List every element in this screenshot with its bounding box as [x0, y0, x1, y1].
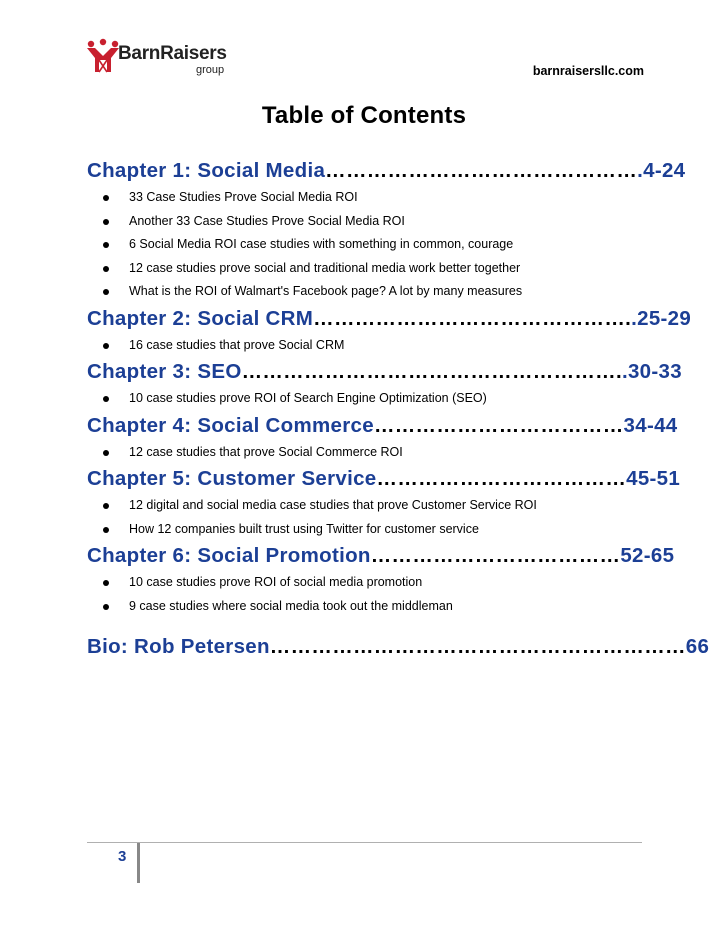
- toc-chapter-1[interactable]: [87, 156, 686, 186]
- toc-chapter-2[interactable]: [87, 304, 692, 334]
- toc-chapter-6[interactable]: [87, 541, 675, 571]
- item-text: 12 case studies prove social and traditional media work better together: [129, 260, 521, 275]
- list-item: [87, 387, 647, 411]
- item-text: What is the ROI of Walmart's Facebook page? A lot by many measures: [129, 284, 523, 298]
- chapter-pages: 34-44: [623, 413, 678, 437]
- bullet-icon: [103, 195, 109, 201]
- page-number: 3: [118, 848, 127, 865]
- leader-dots: ……………………………………….: [313, 306, 632, 330]
- logo-wordmark: BarnRaisers: [118, 43, 227, 64]
- leader-dots: ……………………………………………………: [269, 635, 686, 658]
- item-text: 9 case studies where social media took out the middleman: [129, 598, 453, 613]
- chapter-title: Chapter 5: Customer Service: [87, 467, 377, 490]
- bullet-icon: [103, 242, 109, 248]
- toc-bio[interactable]: [87, 632, 710, 662]
- chapter-3-items: [87, 387, 647, 411]
- list-item: [87, 186, 647, 210]
- chapter-title: Chapter 4: Social Commerce: [87, 413, 374, 437]
- chapter-1-items: [87, 186, 647, 304]
- chapter-title: Chapter 3: SEO: [87, 360, 242, 383]
- bullet-icon: [103, 580, 109, 586]
- barn-raisers-logo-icon: [86, 38, 120, 78]
- leader-dots: ………………………………: [376, 467, 627, 490]
- bullet-icon: [103, 289, 109, 295]
- list-item: [87, 334, 647, 358]
- list-item: [87, 571, 647, 595]
- leader-dots: ……………………………………………….: [241, 360, 622, 383]
- item-text: Another 33 Case Studies Prove Social Media ROI: [129, 213, 405, 228]
- list-item: [87, 257, 647, 281]
- footer-divider: [87, 842, 642, 843]
- item-text: 12 digital and social media case studies that prove Customer Service ROI: [129, 498, 537, 512]
- list-item: [87, 595, 647, 619]
- item-text: 12 case studies that prove Social Commerce ROI: [129, 444, 403, 459]
- bullet-icon: [103, 219, 109, 225]
- website-url[interactable]: barnraisersllc.com: [532, 64, 644, 78]
- list-item: [87, 233, 647, 257]
- chapter-6-items: [87, 571, 647, 618]
- chapter-pages: .4-24: [637, 159, 686, 182]
- footer-vertical-bar: [137, 843, 140, 883]
- toc-chapter-4[interactable]: [87, 411, 678, 441]
- bullet-icon: [103, 343, 109, 349]
- chapter-pages: .30-33: [621, 360, 682, 383]
- bullet-icon: [103, 604, 109, 610]
- bullet-icon: [103, 266, 109, 272]
- item-text: 33 Case Studies Prove Social Media ROI: [129, 190, 358, 204]
- chapter-2-items: [87, 334, 647, 358]
- list-item: [87, 210, 647, 234]
- chapter-title: Chapter 2: Social CRM: [87, 306, 314, 330]
- leader-dots: ………………………………………: [325, 159, 638, 182]
- bullet-icon: [103, 450, 109, 456]
- bullet-icon: [103, 503, 109, 509]
- bio-title: Bio: Rob Petersen: [87, 635, 270, 658]
- item-text: 6 Social Media ROI case studies with something in common, courage: [129, 237, 514, 251]
- chapter-pages: .25-29: [631, 306, 692, 330]
- chapter-title: Chapter 1: Social Media: [87, 159, 326, 182]
- chapter-title: Chapter 6: Social Promotion: [87, 544, 371, 567]
- item-text: How 12 companies built trust using Twitter for customer service: [129, 521, 479, 536]
- chapter-5-items: [87, 494, 647, 541]
- toc-chapter-3[interactable]: [87, 357, 682, 387]
- list-item: [87, 280, 647, 304]
- table-of-contents: [87, 156, 710, 662]
- list-item: [87, 441, 647, 465]
- leader-dots: ………………………………: [373, 413, 624, 437]
- bio-pages: 66: [685, 635, 710, 658]
- chapter-pages: 45-51: [626, 467, 681, 490]
- page-title: Table of Contents: [261, 102, 467, 129]
- item-text: 16 case studies that prove Social CRM: [129, 337, 345, 352]
- list-item: [87, 494, 647, 518]
- logo-subtitle: group: [196, 64, 225, 76]
- item-text: 10 case studies prove ROI of Search Engine Optimization (SEO): [129, 391, 487, 405]
- bullet-icon: [103, 527, 109, 533]
- chapter-4-items: [87, 441, 647, 465]
- list-item: [87, 518, 647, 542]
- chapter-pages: 52-65: [620, 544, 675, 567]
- item-text: 10 case studies prove ROI of social media promotion: [129, 575, 423, 589]
- leader-dots: ………………………………: [370, 544, 621, 567]
- toc-chapter-5[interactable]: [87, 464, 681, 494]
- bullet-icon: [103, 396, 109, 402]
